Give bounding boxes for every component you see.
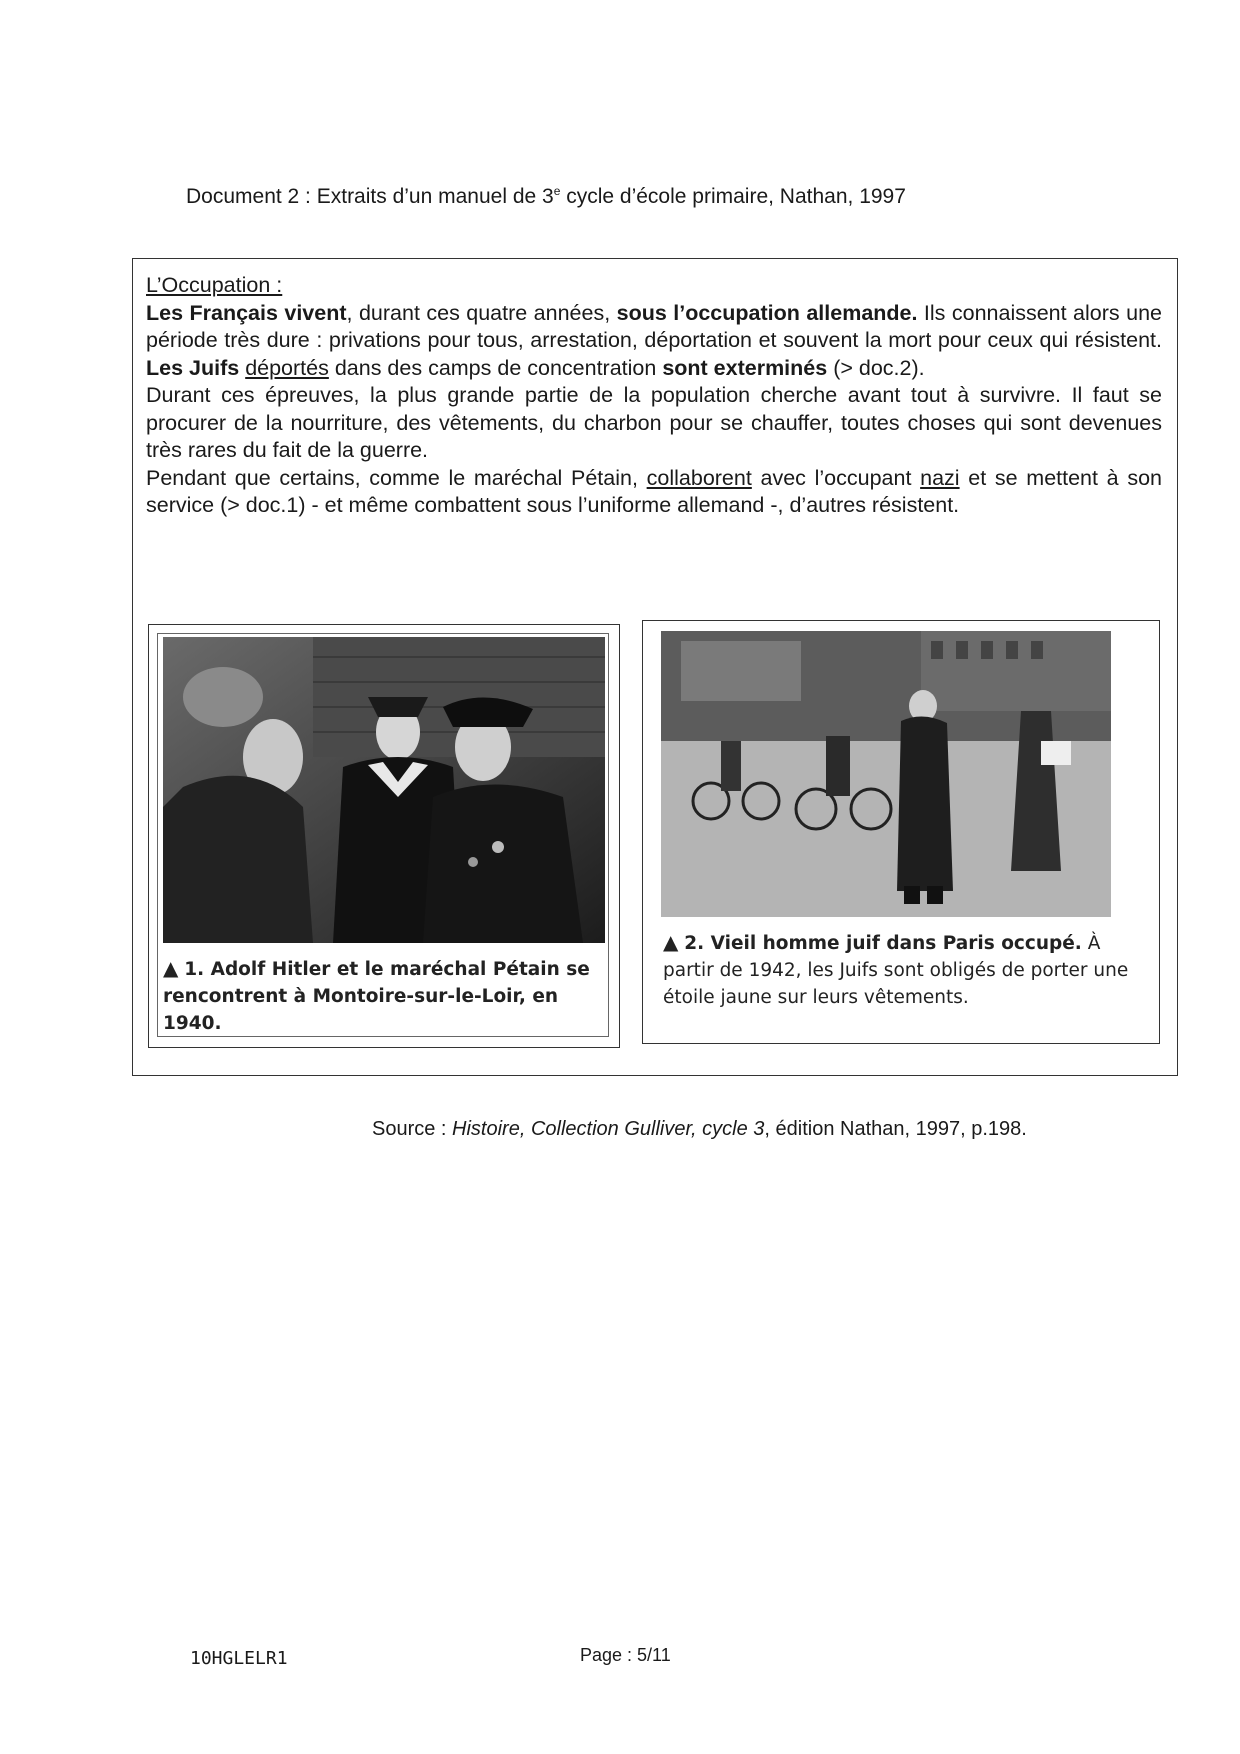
photo-hitler-petain-illustration [163, 637, 605, 943]
figure-1 [148, 624, 620, 1048]
section-heading: L’Occupation : [146, 273, 283, 297]
figure-1-caption [163, 955, 603, 1037]
source-citation [372, 1118, 1027, 1141]
bold-phrase: sous l’occupation allemande. [616, 300, 918, 325]
figure-2 [642, 620, 1160, 1044]
text-run: , durant ces quatre années, [346, 300, 617, 325]
source-prefix: Source : [372, 1118, 453, 1140]
figure-2-caption [663, 929, 1143, 1011]
photo-paris-street [661, 631, 1111, 917]
text-run: avec l’occupant [751, 465, 921, 490]
text-run: (> doc.2). [827, 355, 925, 380]
photo-hitler-petain [163, 637, 605, 943]
text-run: et se mettent à son service (> doc.1) - et même combattent sous l’uniforme allemand -, d’autres résistent. [146, 465, 1162, 517]
bold-phrase: sont exterminés [662, 355, 828, 380]
paragraph-3 [146, 465, 1162, 520]
excerpt-text [146, 272, 1162, 520]
underlined-term: nazi [920, 465, 960, 490]
paragraph-1 [146, 300, 1162, 383]
page-number: Page : 5/11 [580, 1645, 671, 1665]
source-suffix: , édition Nathan, 1997, p.198. [764, 1118, 1027, 1140]
paragraph-2: Durant ces épreuves, la plus grande partie de la population cherche avant tout à survivre. Il faut se procurer de la nourriture, des vêtements, du charbon pour se chauffer, toutes choses qui sont devenues très rares du fait de la guerre. [146, 383, 1162, 462]
title-suffix: cycle d’école primaire, Nathan, 1997 [560, 185, 906, 208]
bold-phrase: Les Français vivent [146, 300, 347, 325]
document-code: 10HGLELR1 [190, 1648, 288, 1669]
caption-bold: 2. Vieil homme juif dans Paris occupé. [684, 933, 1082, 954]
triangle-icon: ▲ [663, 930, 679, 954]
title-superscript: e [553, 184, 561, 198]
triangle-icon: ▲ [163, 956, 179, 980]
text-run: Ils connaissent alors une période très dure : privations pour tous, arrestation, déportation et souvent la mort pour ceux qui résistent. [146, 300, 1162, 352]
text-run: Pendant que certains, comme le maréchal Pétain, [146, 465, 647, 490]
source-title: Histoire, Collection Gulliver, cycle 3 [452, 1118, 765, 1140]
photo-paris-street-illustration [661, 631, 1111, 917]
text-run: dans des camps de concentration [328, 355, 663, 380]
caption-bold: 1. Adolf Hitler et le maréchal Pétain se rencontrent à Montoire-sur-le-Loir, en 1940. [163, 959, 590, 1034]
title-prefix: Document 2 : Extraits d’un manuel de 3 [186, 185, 554, 208]
underlined-term: déportés [245, 355, 329, 380]
bold-phrase: Les Juifs [146, 355, 240, 380]
caption-text: À partir de 1942, les Juifs sont obligés de porter une étoile jaune sur leurs vêtements. [663, 933, 1129, 1008]
underlined-term: collaborent [646, 465, 752, 490]
document-title [186, 184, 1066, 209]
